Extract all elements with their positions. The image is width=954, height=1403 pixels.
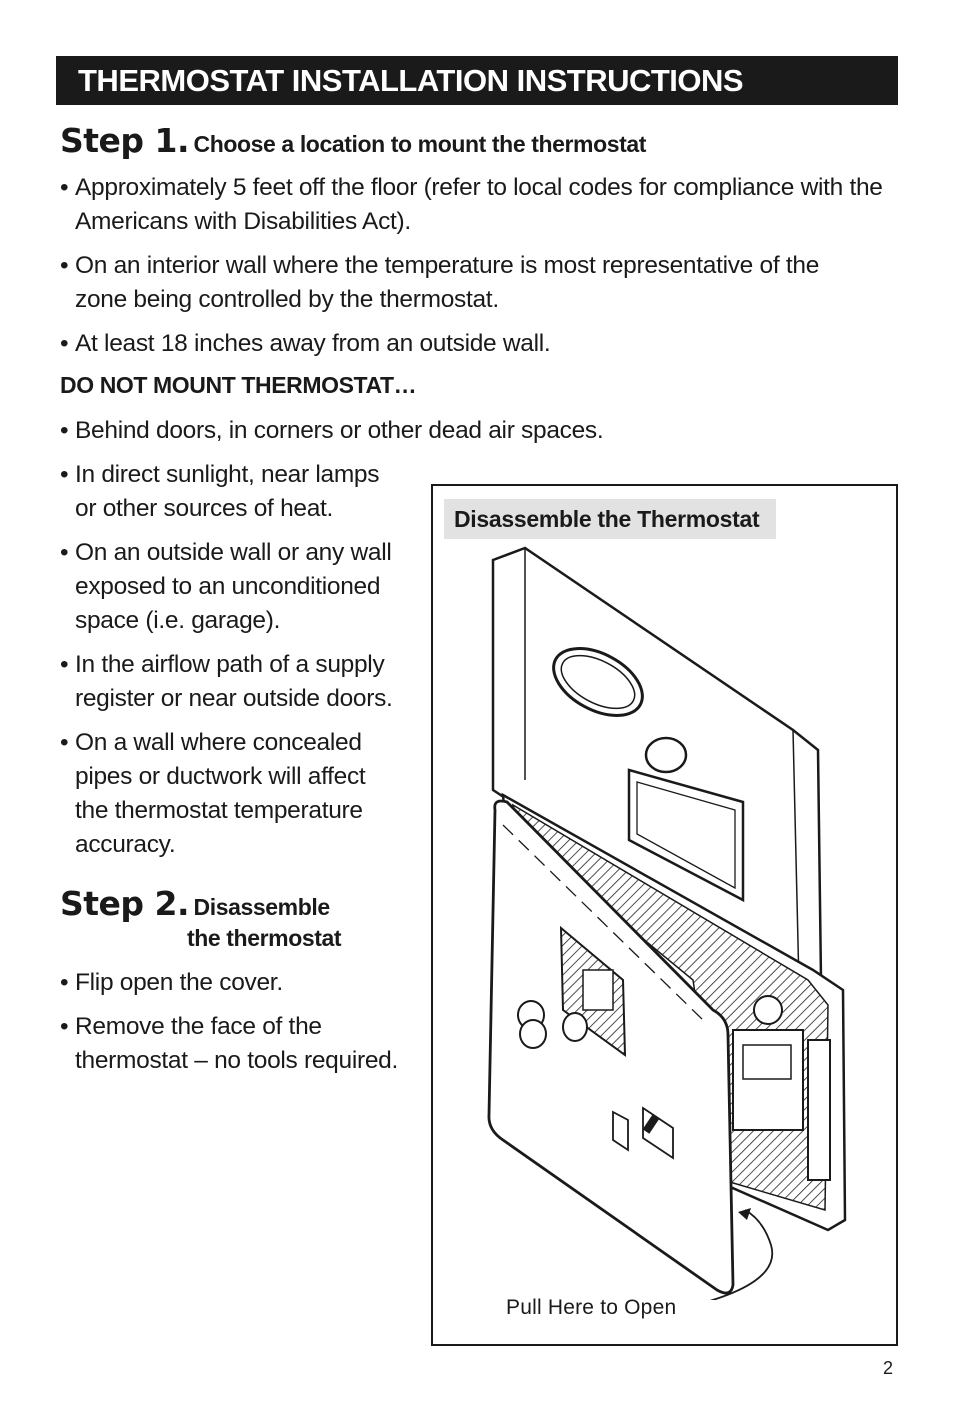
step1-heading — [60, 121, 646, 160]
list-item: • Approximately 5 feet off the floor (refer to local codes for compliance with the Americans with Disabilities Act). — [60, 171, 900, 239]
list-item: • On an interior wall where the temperature is most representative of the zone being controlled by the thermostat. — [60, 249, 900, 317]
list-item: • Remove the face of the thermostat – no tools required. — [60, 1010, 420, 1078]
list-item: • At least 18 inches away from an outside wall. — [60, 327, 900, 361]
bullet-text: At least 18 inches away from an outside wall. — [75, 330, 551, 357]
page-title: THERMOSTAT INSTALLATION INSTRUCTIONS — [56, 56, 898, 105]
list-item: • Flip open the cover. — [60, 966, 415, 1000]
step1-word: Step 1. — [60, 121, 190, 160]
figure-callout: Pull Here to Open — [506, 1296, 677, 1319]
list-item: • In direct sunlight, near lamps or other sources of heat. — [60, 458, 405, 526]
bullet-text: On an interior wall where the temperature is most representative of the zone being controlled by the thermostat. — [75, 252, 820, 313]
list-item: • On an outside wall or any wall exposed to an unconditioned space (i.e. garage). — [60, 536, 415, 638]
bullet-text: Behind doors, in corners or other dead air spaces. — [75, 417, 604, 444]
page-number: 2 — [883, 1358, 894, 1378]
list-item: • In the airflow path of a supply register or near outside doors. — [60, 648, 415, 716]
bullet-text: On a wall where concealed pipes or ductwork will affect the thermostat temperature accuracy. — [75, 729, 366, 858]
step1-title: Choose a location to mount the thermostat — [193, 131, 647, 157]
bullet-text: Approximately 5 feet off the floor (refer to local codes for compliance with the Americans with Disabilities Act). — [75, 174, 883, 235]
bullet-text: In direct sunlight, near lamps or other sources of heat. — [75, 461, 380, 522]
bullet-text: Flip open the cover. — [75, 969, 283, 996]
step2-heading — [60, 884, 330, 923]
warning-heading: DO NOT MOUNT THERMOSTAT… — [60, 372, 417, 398]
figure-label: Disassemble the Thermostat — [444, 499, 776, 539]
bullet-text: Remove the face of the thermostat – no tools required. — [75, 1013, 398, 1074]
step2-word: Step 2. — [60, 884, 190, 923]
thermostat-illustration — [433, 540, 873, 1300]
bullet-text: In the airflow path of a supply register or near outside doors. — [75, 651, 393, 712]
bullet-text: On an outside wall or any wall exposed to an unconditioned space (i.e. garage). — [75, 539, 392, 634]
step2-title-line2: the thermostat — [187, 925, 342, 951]
list-item: • Behind doors, in corners or other dead air spaces. — [60, 414, 900, 448]
list-item: • On a wall where concealed pipes or ductwork will affect the thermostat temperature accuracy. — [60, 726, 390, 862]
step2-title-line1: Disassemble — [193, 894, 330, 920]
